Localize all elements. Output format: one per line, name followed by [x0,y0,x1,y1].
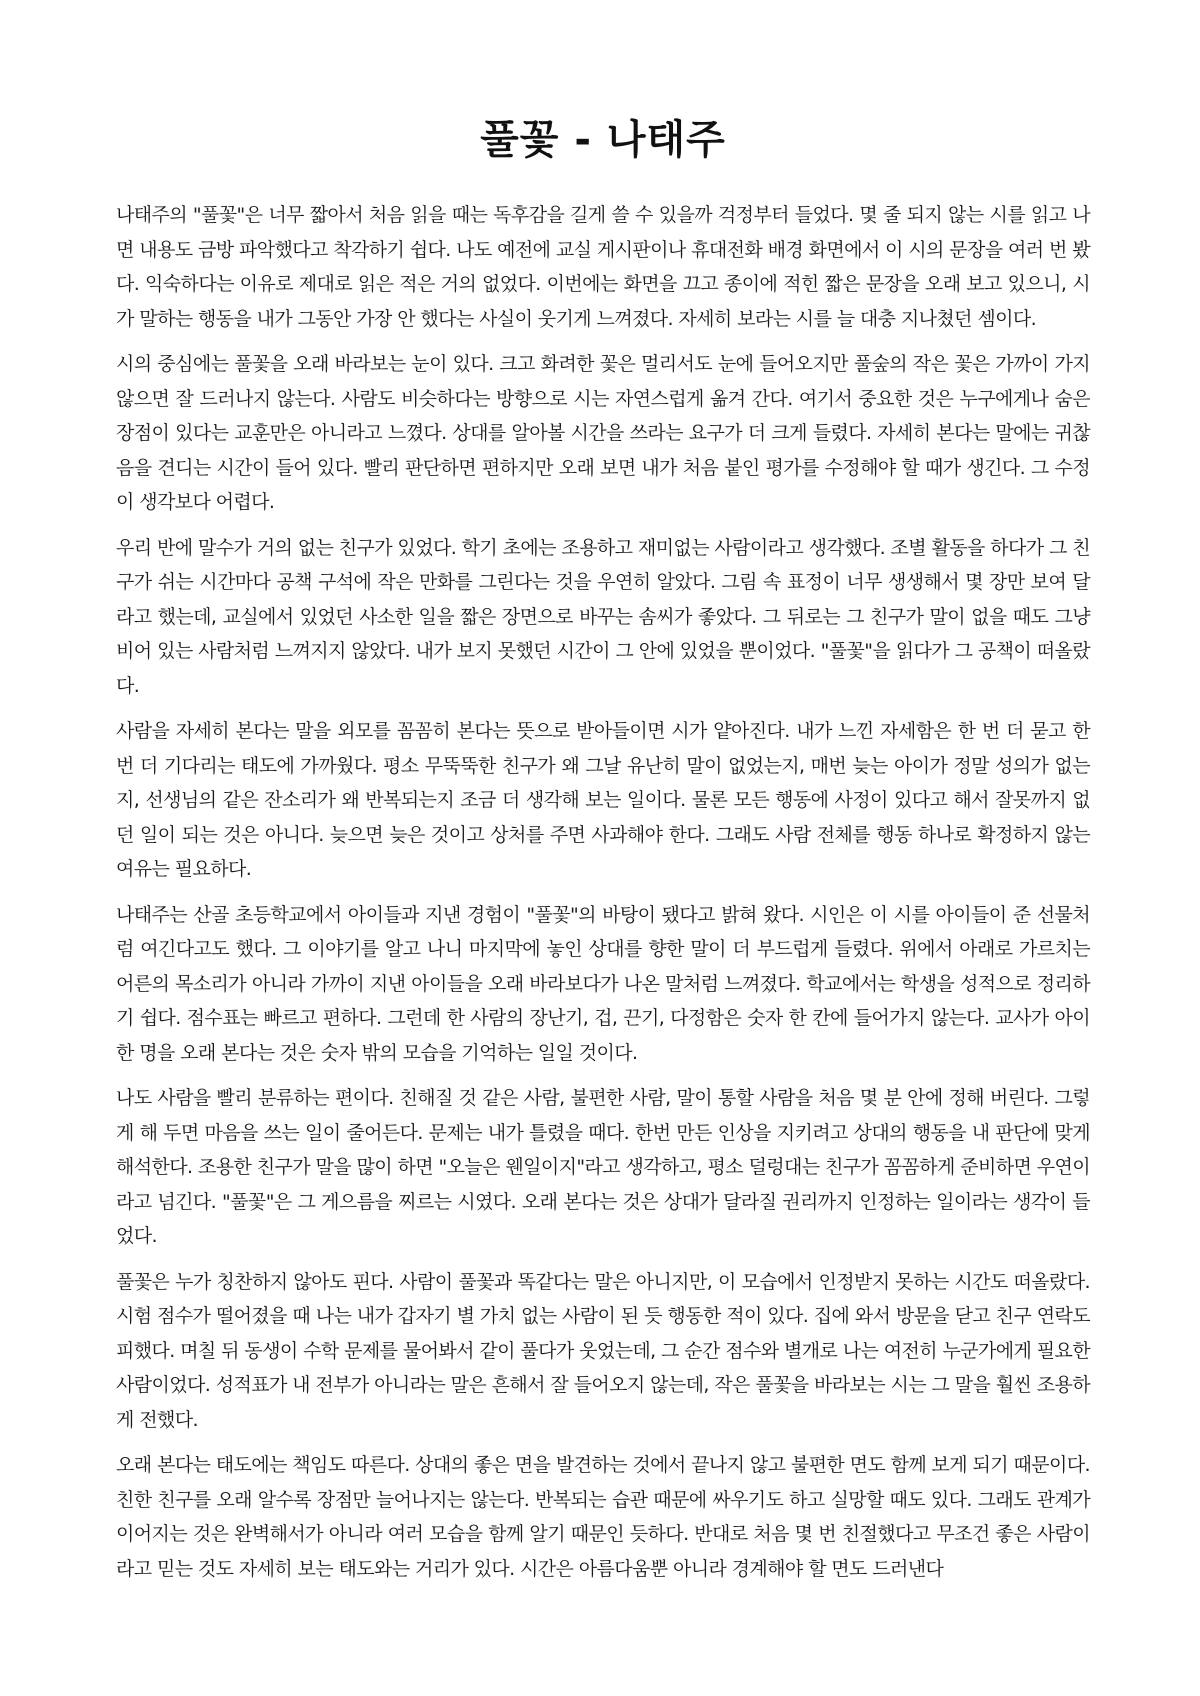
paragraph-6: 나도 사람을 빨리 분류하는 편이다. 친해질 것 같은 사람, 불편한 사람, 말이 통할 사람을 처음 몇 분 안에 정해 버린다. 그렇게 해 두면 마음을 쓰는 일이 줄어든다. 문제는 내가 틀렸을 때다. 한번 만든 인상을 지키려고 상대의 행동을 내 판단에 맞게 해석한다. 조용한 친구가 말을 많이 하면 "오늘은 웬일이지"라고 생각하고, 평소 덜렁대는 친구가 꼼꼼하게 준비하면 우연이라고 넘긴다. "풀꽃"은 그 게으름을 찌르는 시였다. 오래 본다는 것은 상대가 달라질 권리까지 인정하는 일이라는 생각이 들었다. [116,1087,1090,1247]
essay-page [116,112,1090,1597]
essay-title: 풀꽃 - 나태주 [480,117,726,163]
paragraph-7: 풀꽃은 누가 칭찬하지 않아도 핀다. 사람이 풀꽃과 똑같다는 말은 아니지만, 이 모습에서 인정받지 못하는 시간도 떠올랐다. 시험 점수가 떨어졌을 때 나는 내가 갑자기 별 가치 없는 사람이 된 듯 행동한 적이 있다. 집에 와서 방문을 닫고 친구 연락도 피했다. 며칠 뒤 동생이 수학 문제를 물어봐서 같이 풀다가 웃었는데, 그 순간 점수와 별개로 나는 여전히 누군가에게 필요한 사람이었다. 성적표가 내 전부가 아니라는 말은 흔해서 잘 들어오지 않는데, 작은 풀꽃을 바라보는 시는 그 말을 훨씬 조용하게 전했다. [116,1270,1090,1431]
essay-body [116,198,1090,1586]
paragraph-2: 시의 중심에는 풀꽃을 오래 바라보는 눈이 있다. 크고 화려한 꽃은 멀리서도 눈에 들어오지만 풀숲의 작은 꽃은 가까이 가지 않으면 잘 드러나지 않는다. 사람도 비슷하다는 방향으로 시는 자연스럽게 옮겨 간다. 여기서 중요한 것은 누구에게나 숨은 장점이 있다는 교훈만은 아니라고 느꼈다. 상대를 알아볼 시간을 쓰라는 요구가 더 크게 들렸다. 자세히 본다는 말에는 귀찮음을 견디는 시간이 들어 있다. 빨리 판단하면 편하지만 오래 보면 내가 처음 붙인 평가를 수정해야 할 때가 생긴다. 그 수정이 생각보다 어렵다. [116,353,1090,513]
paragraph-5: 나태주는 산골 초등학교에서 아이들과 지낸 경험이 "풀꽃"의 바탕이 됐다고 밝혀 왔다. 시인은 이 시를 아이들이 준 선물처럼 여긴다고도 했다. 그 이야기를 알고 나니 마지막에 놓인 상대를 향한 말이 더 부드럽게 들렸다. 위에서 아래로 가르치는 어른의 목소리가 아니라 가까이 지낸 아이들을 오래 바라보다가 나온 말처럼 느껴졌다. 학교에서는 학생을 성적으로 정리하기 쉽다. 점수표는 빠르고 편하다. 그런데 한 사람의 장난기, 겁, 끈기, 다정함은 숫자 한 칸에 들어가지 않는다. 교사가 아이 한 명을 오래 본다는 것은 숫자 밖의 모습을 기억하는 일일 것이다. [116,903,1090,1064]
paragraph-8: 오래 본다는 태도에는 책임도 따른다. 상대의 좋은 면을 발견하는 것에서 끝나지 않고 불편한 면도 함께 보게 되기 때문이다. 친한 친구를 오래 알수록 장점만 늘어나지는 않는다. 반복되는 습관 때문에 싸우기도 하고 실망할 때도 있다. 그래도 관계가 이어지는 것은 완벽해서가 아니라 여러 모습을 함께 알기 때문인 듯하다. 반대로 처음 몇 번 친절했다고 무조건 좋은 사람이라고 믿는 것도 자세히 보는 태도와는 거리가 있다. 시간은 아름다움뿐 아니라 경계해야 할 면도 드러낸다 [116,1454,1090,1580]
paragraph-4: 사람을 자세히 본다는 말을 외모를 꼼꼼히 본다는 뜻으로 받아들이면 시가 얕아진다. 내가 느낀 자세함은 한 번 더 묻고 한 번 더 기다리는 태도에 가까웠다. 평소 무뚝뚝한 친구가 왜 그날 유난히 말이 없었는지, 매번 늦는 아이가 정말 성의가 없는지, 선생님의 같은 잔소리가 왜 반복되는지 조금 더 생각해 보는 일이다. 물론 모든 행동에 사정이 있다고 해서 잘못까지 없던 일이 되는 것은 아니다. 늦으면 늦은 것이고 상처를 주면 사과해야 한다. 그래도 사람 전체를 행동 하나로 확정하지 않는 여유는 필요하다. [116,720,1090,880]
paragraph-1: 나태주의 "풀꽃"은 너무 짧아서 처음 읽을 때는 독후감을 길게 쓸 수 있을까 걱정부터 들었다. 몇 줄 되지 않는 시를 읽고 나면 내용도 금방 파악했다고 착각하기 쉽다. 나도 예전에 교실 게시판이나 휴대전화 배경 화면에서 이 시의 문장을 여러 번 봤다. 익숙하다는 이유로 제대로 읽은 적은 거의 없었다. 이번에는 화면을 끄고 종이에 적힌 짧은 문장을 오래 보고 있으니, 시가 말하는 행동을 내가 그동안 가장 안 했다는 사실이 웃기게 느껴졌다. 자세히 보라는 시를 늘 대충 지나쳤던 셈이다. [116,204,1090,330]
paragraph-3: 우리 반에 말수가 거의 없는 친구가 있었다. 학기 초에는 조용하고 재미없는 사람이라고 생각했다. 조별 활동을 하다가 그 친구가 쉬는 시간마다 공책 구석에 작은 만화를 그린다는 것을 우연히 알았다. 그림 속 표정이 너무 생생해서 몇 장만 보여 달라고 했는데, 교실에서 있었던 사소한 일을 짧은 장면으로 바꾸는 솜씨가 좋았다. 그 뒤로는 그 친구가 말이 없을 때도 그냥 비어 있는 사람처럼 느껴지지 않았다. 내가 보지 못했던 시간이 그 안에 있었을 뿐이었다. "풀꽃"을 읽다가 그 공책이 떠올랐다. [116,536,1090,697]
